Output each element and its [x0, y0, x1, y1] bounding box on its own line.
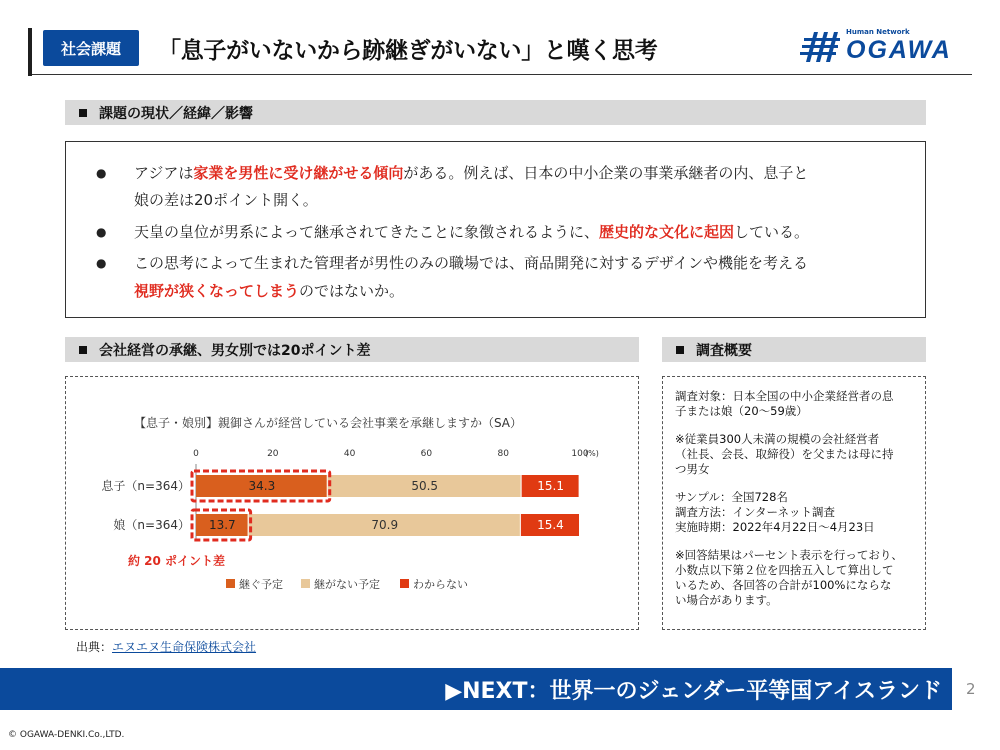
- logo-subtitle: Human Network: [846, 28, 910, 36]
- legend-swatch: [226, 579, 235, 588]
- bar-value-label: 34.3: [248, 479, 276, 493]
- section-header-issues: [65, 100, 926, 125]
- survey-line: ※回答結果はパーセント表示を行っており、: [675, 548, 903, 562]
- bullet-line: 視野が狭くなってしまうのではないか。: [134, 282, 405, 300]
- source-citation: [76, 638, 256, 655]
- survey-line: 調査対象：日本全国の中小企業経営者の息: [675, 389, 894, 403]
- bullet-line: 娘の差は20ポイント開く。: [134, 191, 318, 209]
- survey-line: ※従業員300人未満の規模の会社経営者: [675, 432, 880, 446]
- survey-line: い場合があります。: [675, 593, 778, 607]
- bar-value-label: 50.5: [411, 479, 439, 493]
- section-title: 会社経営の承継、男女別では20ポイント差: [99, 342, 371, 359]
- legend-label: わからない: [413, 578, 468, 591]
- section-header-chart: [65, 337, 639, 362]
- stacked-bar-chart: [66, 377, 637, 628]
- bullet-line: この思考によって生まれた管理者が男性のみの職場では、商品開発に対するデザインや機能を考える: [134, 254, 808, 272]
- logo-text: OGAWA: [846, 36, 952, 64]
- legend-swatch: [400, 579, 409, 588]
- page-title: 「息子がいないから跡継ぎがいない」と嘆く思考: [158, 37, 658, 64]
- survey-line: （社長、会長、取締役）を父または母に持: [675, 447, 894, 461]
- x-tick-label: 40: [343, 449, 356, 459]
- chart-title: 【息子・娘別】親御さんが経営している会社事業を承継しますか（SA）: [133, 416, 523, 430]
- x-tick-label: 0: [193, 449, 199, 459]
- x-tick-label: 80: [497, 449, 509, 459]
- header-accent-bar: [28, 28, 32, 76]
- header-divider: [32, 74, 972, 75]
- bullet-dot-icon: ●: [96, 166, 107, 180]
- square-bullet-icon: [79, 109, 87, 117]
- x-unit-label: (%): [585, 449, 599, 458]
- survey-line: いるため、各回答の合計が100%にならな: [675, 578, 892, 592]
- x-tick-label: 20: [267, 449, 279, 459]
- category-label: 息子（n=364）: [101, 479, 190, 493]
- section-title: 課題の現状／経緯／影響: [99, 105, 253, 122]
- legend-label: 継がない予定: [314, 578, 380, 591]
- bar-value-label: 15.1: [537, 479, 564, 493]
- square-bullet-icon: [79, 346, 87, 354]
- category-label: 娘（n=364）: [113, 518, 190, 532]
- category-tag: 社会課題: [43, 30, 139, 66]
- copyright: © OGAWA-DENKI.Co.,LTD.: [8, 730, 125, 740]
- square-bullet-icon: [676, 346, 684, 354]
- section-header-survey: [662, 337, 926, 362]
- chart-box: [65, 376, 639, 630]
- bar-value-label: 13.7: [208, 518, 236, 532]
- page-number: 2: [966, 680, 976, 698]
- legend-swatch: [301, 579, 310, 588]
- bullet-line: アジアは家業を男性に受け継がせる傾向がある。例えば、日本の中小企業の事業承継者の内、息子と: [134, 164, 809, 182]
- bullet-dot-icon: ●: [96, 256, 107, 270]
- bar-value-label: 15.4: [537, 518, 564, 532]
- survey-line: サンプル：全国728名: [675, 490, 788, 504]
- source-link[interactable]: エヌエヌ生命保険株式会社: [112, 640, 257, 654]
- x-tick-label: 100: [571, 449, 589, 459]
- next-banner[interactable]: ▶NEXT：世界一のジェンダー平等国アイスランド: [0, 668, 952, 710]
- bullet-line: 天皇の皇位が男系によって継承されてきたことに象徴されるように、歴史的な文化に起因している。: [134, 223, 810, 241]
- source-label: 出典：: [76, 640, 113, 654]
- annotation-label: 約 20 ポイント差: [128, 554, 226, 568]
- survey-line: 子または娘（20～59歳）: [675, 404, 808, 418]
- bar-value-label: 70.9: [371, 518, 399, 532]
- survey-line: 調査方法：インターネット調査: [675, 505, 835, 519]
- survey-line: つ男女: [675, 462, 710, 476]
- x-tick-label: 60: [420, 449, 433, 459]
- survey-line: 実施時期：2022年4月22日～4月23日: [675, 520, 875, 534]
- survey-box: [662, 376, 926, 630]
- issues-box: [65, 141, 926, 318]
- survey-line: 小数点以下第２位を四捨五入して算出して: [675, 563, 894, 577]
- legend-label: 継ぐ予定: [239, 578, 283, 591]
- section-title: 調査概要: [696, 342, 752, 359]
- bullet-dot-icon: ●: [96, 225, 107, 239]
